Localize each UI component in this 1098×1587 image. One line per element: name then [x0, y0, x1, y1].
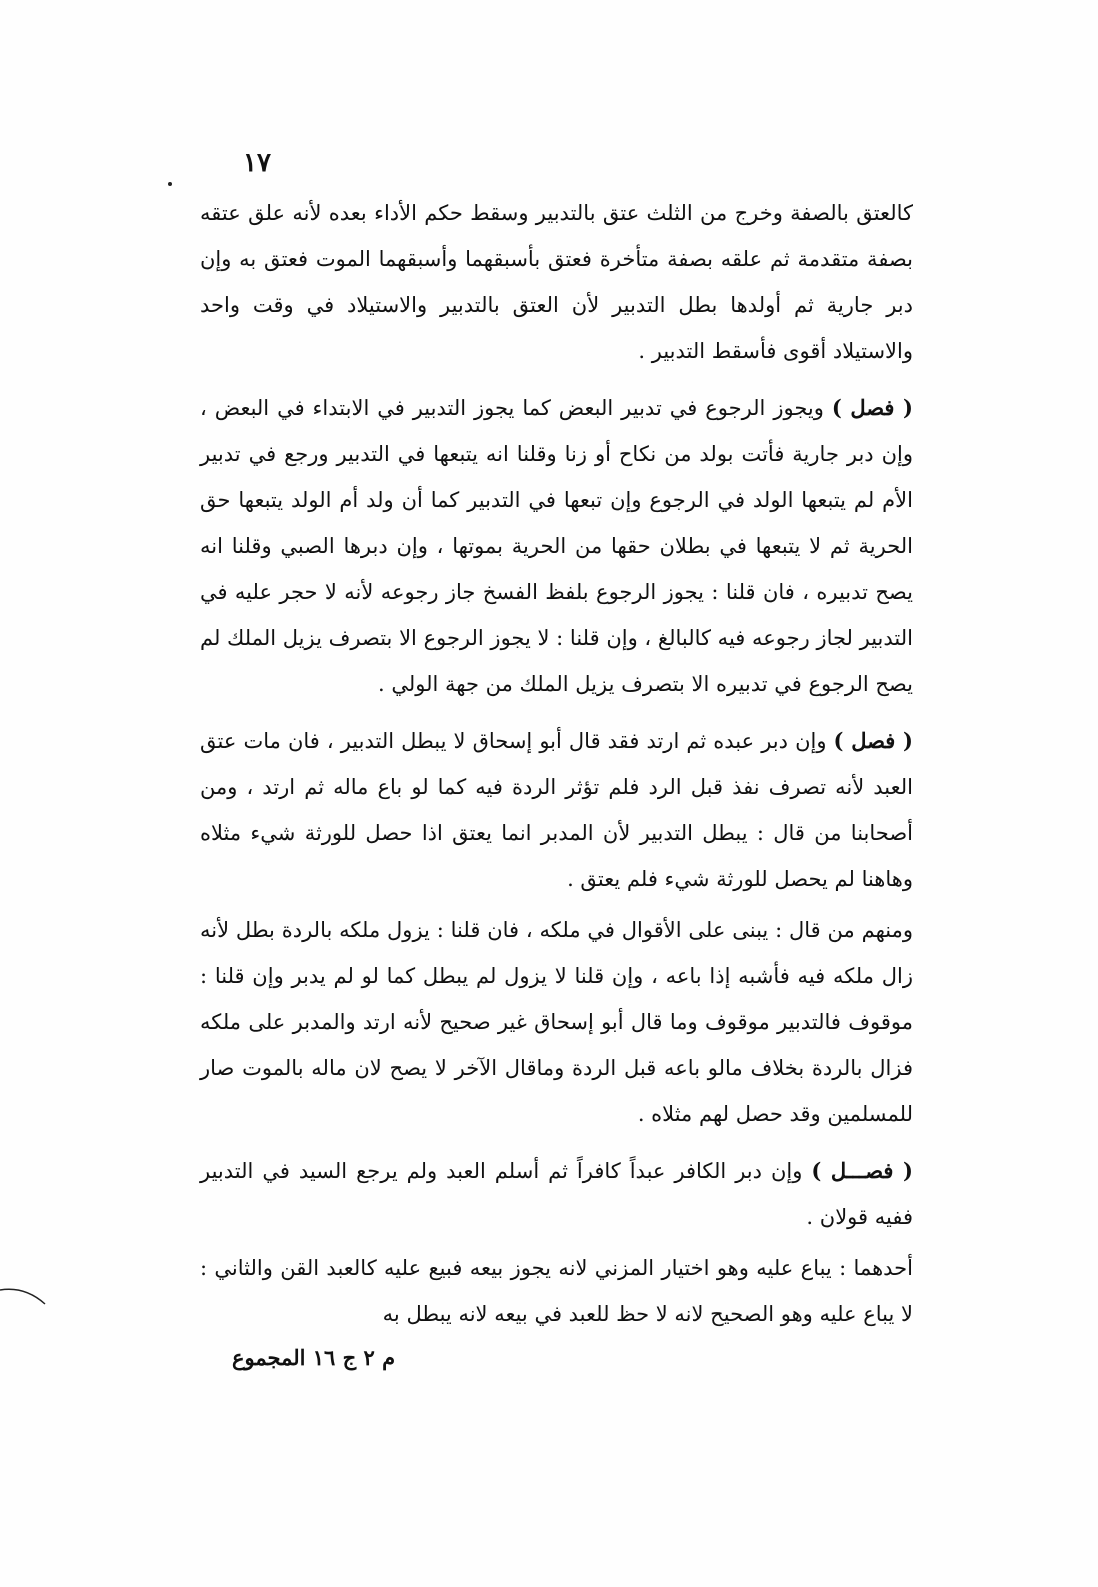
section-marker: ( فصـــل ) — [811, 1158, 913, 1183]
paragraph-text: ومنهم من قال : يبنى على الأقوال في ملكه ، فان قلنا : يزول ملكه بالردة بطل لأنه زال ملكه فيه فأشبه إذا باعه ، وإن قلنا لا يزول لم يبطل كما لو لم يدبر وإن قلنا : موقوف فالتدبير موقوف وما قال أبو إسحاق غير صحيح لأنه ارتد والمدبر على ملكه فزال بالردة بخلاف مالو باعه قبل الردة وماقال الآخر لا يصح لان ماله بالموت صار للمسلمين وقد حصل لهم مثلاه . — [200, 918, 913, 1126]
footer-signature: م ٢ ج ١٦ المجموع — [232, 1345, 396, 1370]
paragraph — [200, 1148, 913, 1240]
paragraph — [200, 718, 913, 902]
paragraph — [200, 190, 913, 374]
paragraph — [200, 1245, 913, 1337]
paragraph-text: ويجوز الرجوع في تدبير البعض كما يجوز التدبير في الابتداء في البعض ، وإن دبر جارية فأتت بولد من نكاح أو زنا وقلنا انه يتبعها في التدبير ورجع في تدبير الأم لم يتبعها الولد في الرجوع وإن تبعها في التدبير كما أن ولد أم الولد يتبعها حق الحرية ثم لا يتبعها في بطلان حقها من الحرية بموتها ، وإن دبرها الصبي وقلنا انه يصح تدبيره ، فان قلنا : يجوز الرجوع بلفظ الفسخ جاز رجوعه لأنه لا حجر عليه في التدبير لجاز رجوعه فيه كالبالغ ، وإن قلنا : لا يجوز الرجوع الا بتصرف يزيل الملك لم يصح الرجوع في تدبيره الا بتصرف يزيل الملك من جهة الولي . — [200, 396, 913, 696]
section-marker: ( فصل ) — [831, 395, 913, 420]
section-marker: ( فصل ) — [833, 728, 913, 753]
page-number: ١٧ — [243, 148, 271, 178]
paragraph-text: كالعتق بالصفة وخرج من الثلث عتق بالتدبير وسقط حكم الأداء بعده لأنه علق عتقه بصفة متقدمة ثم علقه بصفة متأخرة فعتق بأسبقهما وأسبقهما الموت فعتق به وإن دبر جارية ثم أولدها بطل التدبير لأن العتق بالتدبير والاستيلاد في وقت واحد والاستيلاد أقوى فأسقط التدبير . — [200, 201, 913, 363]
margin-scan-mark — [0, 1282, 60, 1322]
body-text — [200, 190, 913, 1348]
paragraph — [200, 907, 913, 1137]
paragraph-text: أحدهما : يباع عليه وهو اختيار المزني لانه يجوز بيعه فبيع عليه كالعبد القن والثاني : لا يباع عليه وهو الصحيح لانه لا حظ للعبد في بيعه لانه يبطل به — [200, 1256, 913, 1326]
paragraph — [200, 385, 913, 707]
paragraph-text: وإن دبر عبده ثم ارتد فقد قال أبو إسحاق لا يبطل التدبير ، فان مات عتق العبد لأنه تصرف نفذ قبل الرد فلم تؤثر الردة فيه كما لو باع ماله ثم ارتد ، ومن أصحابنا من قال : يبطل التدبير لأن المدبر انما يعتق اذا حصل للورثة شيء مثلاه وهاهنا لم يحصل للورثة شيء فلم يعتق . — [200, 729, 913, 891]
margin-dot — [168, 182, 172, 186]
paragraph-text: وإن دبر الكافر عبداً كافراً ثم أسلم العبد ولم يرجع السيد في التدبير ففيه قولان . — [200, 1159, 913, 1229]
